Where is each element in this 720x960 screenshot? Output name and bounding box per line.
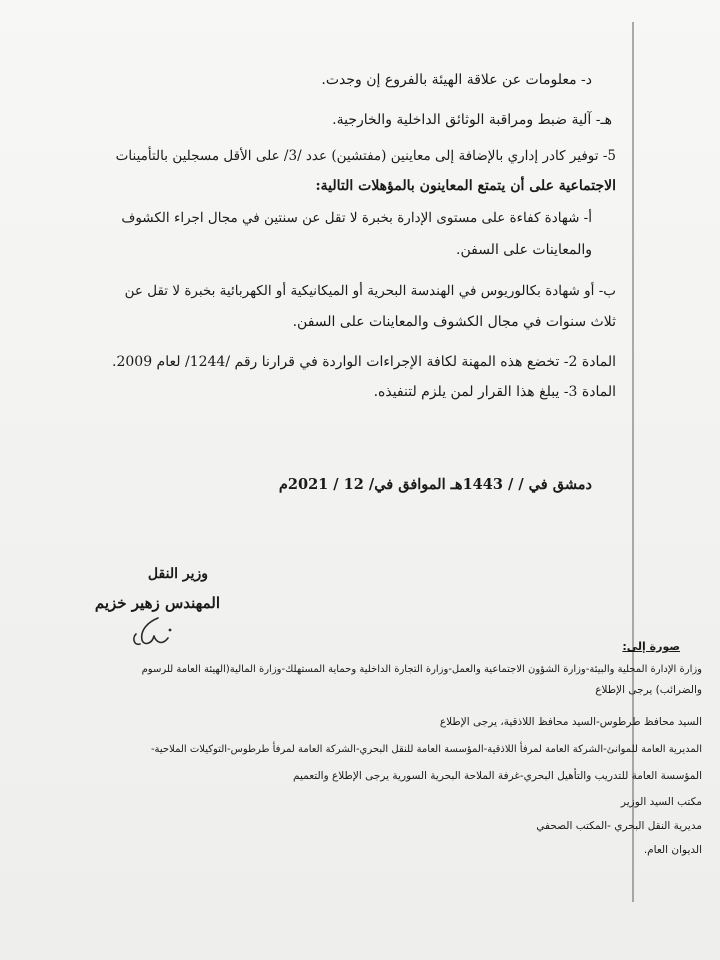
body-line-h: هـ- آلية ضبط ومراقبة الوثائق الداخلية والخارجية. [332, 112, 612, 128]
copies-line-4: المديرية العامة للموانئ-الشركة العامة لمرفأ اللاذقية-المؤسسة العامة للنقل البحري-الشركة العامة لمرفأ طرطوس-التوكيلات الملاحية- [150, 744, 702, 755]
body-line-5: 5- توفير كادر إداري بالإضافة إلى معاينين (مفتشين) عدد /3/ على الأقل مسجلين بالتأمينات [115, 148, 616, 164]
copies-line-2: والضرائب) يرجى الإطلاع [595, 684, 702, 696]
copies-line-6: مكتب السيد الوزير [620, 796, 702, 808]
body-line-qualifications: الاجتماعية على أن يتمتع المعاينون بالمؤهلات التالية: [315, 178, 616, 194]
copies-line-5: المؤسسة العامة للتدريب والتأهيل البحري-غرفة الملاحة البحرية السورية يرجى الإطلاع والتعميم [293, 770, 702, 782]
copies-line-7: مديرية النقل البحري -المكتب الصحفي [536, 820, 702, 832]
copies-line-3: السيد محافظ طرطوس-السيد محافظ اللاذقية، يرجى الإطلاع [439, 716, 702, 728]
body-line-b: ب- أو شهادة بكالوريوس في الهندسة البحرية أو الميكانيكية أو الكهربائية بخبرة لا تقل عن [124, 283, 616, 299]
signature-name: المهندس زهير خزيم [94, 594, 220, 612]
body-line-d: د- معلومات عن علاقة الهيئة بالفروع إن وجدت. [321, 72, 592, 88]
body-line-b-cont: ثلاث سنوات في مجال الكشوف والمعاينات على السفن. [292, 314, 616, 330]
article-2: المادة 2- تخضع هذه المهنة لكافة الإجراءات الواردة في قرارنا رقم /1244/ لعام 2009. [112, 354, 616, 370]
article-3: المادة 3- يبلغ هذا القرار لمن يلزم لتنفيذه. [373, 384, 616, 400]
copies-heading: صورة إلى: [622, 640, 680, 653]
handwritten-signature [118, 612, 178, 652]
signature-title: وزير النقل [147, 566, 208, 582]
copies-line-1: وزارة الإدارة المحلية والبيئة-وزارة الشؤون الاجتماعية والعمل-وزارة التجارة الداخلية وحماية المستهلك-وزارة المالية(الهيئة العامة للرسوم [141, 664, 702, 675]
copies-line-8: الديوان العام. [643, 844, 702, 856]
body-line-a: أ- شهادة كفاءة على مستوى الإدارة بخبرة لا تقل عن سنتين في مجال اجراء الكشوف [121, 210, 592, 226]
date-line: دمشق في / / 1443هـ الموافق في/ 12 / 2021م [278, 476, 592, 493]
body-line-a-cont: والمعاينات على السفن. [456, 242, 592, 258]
